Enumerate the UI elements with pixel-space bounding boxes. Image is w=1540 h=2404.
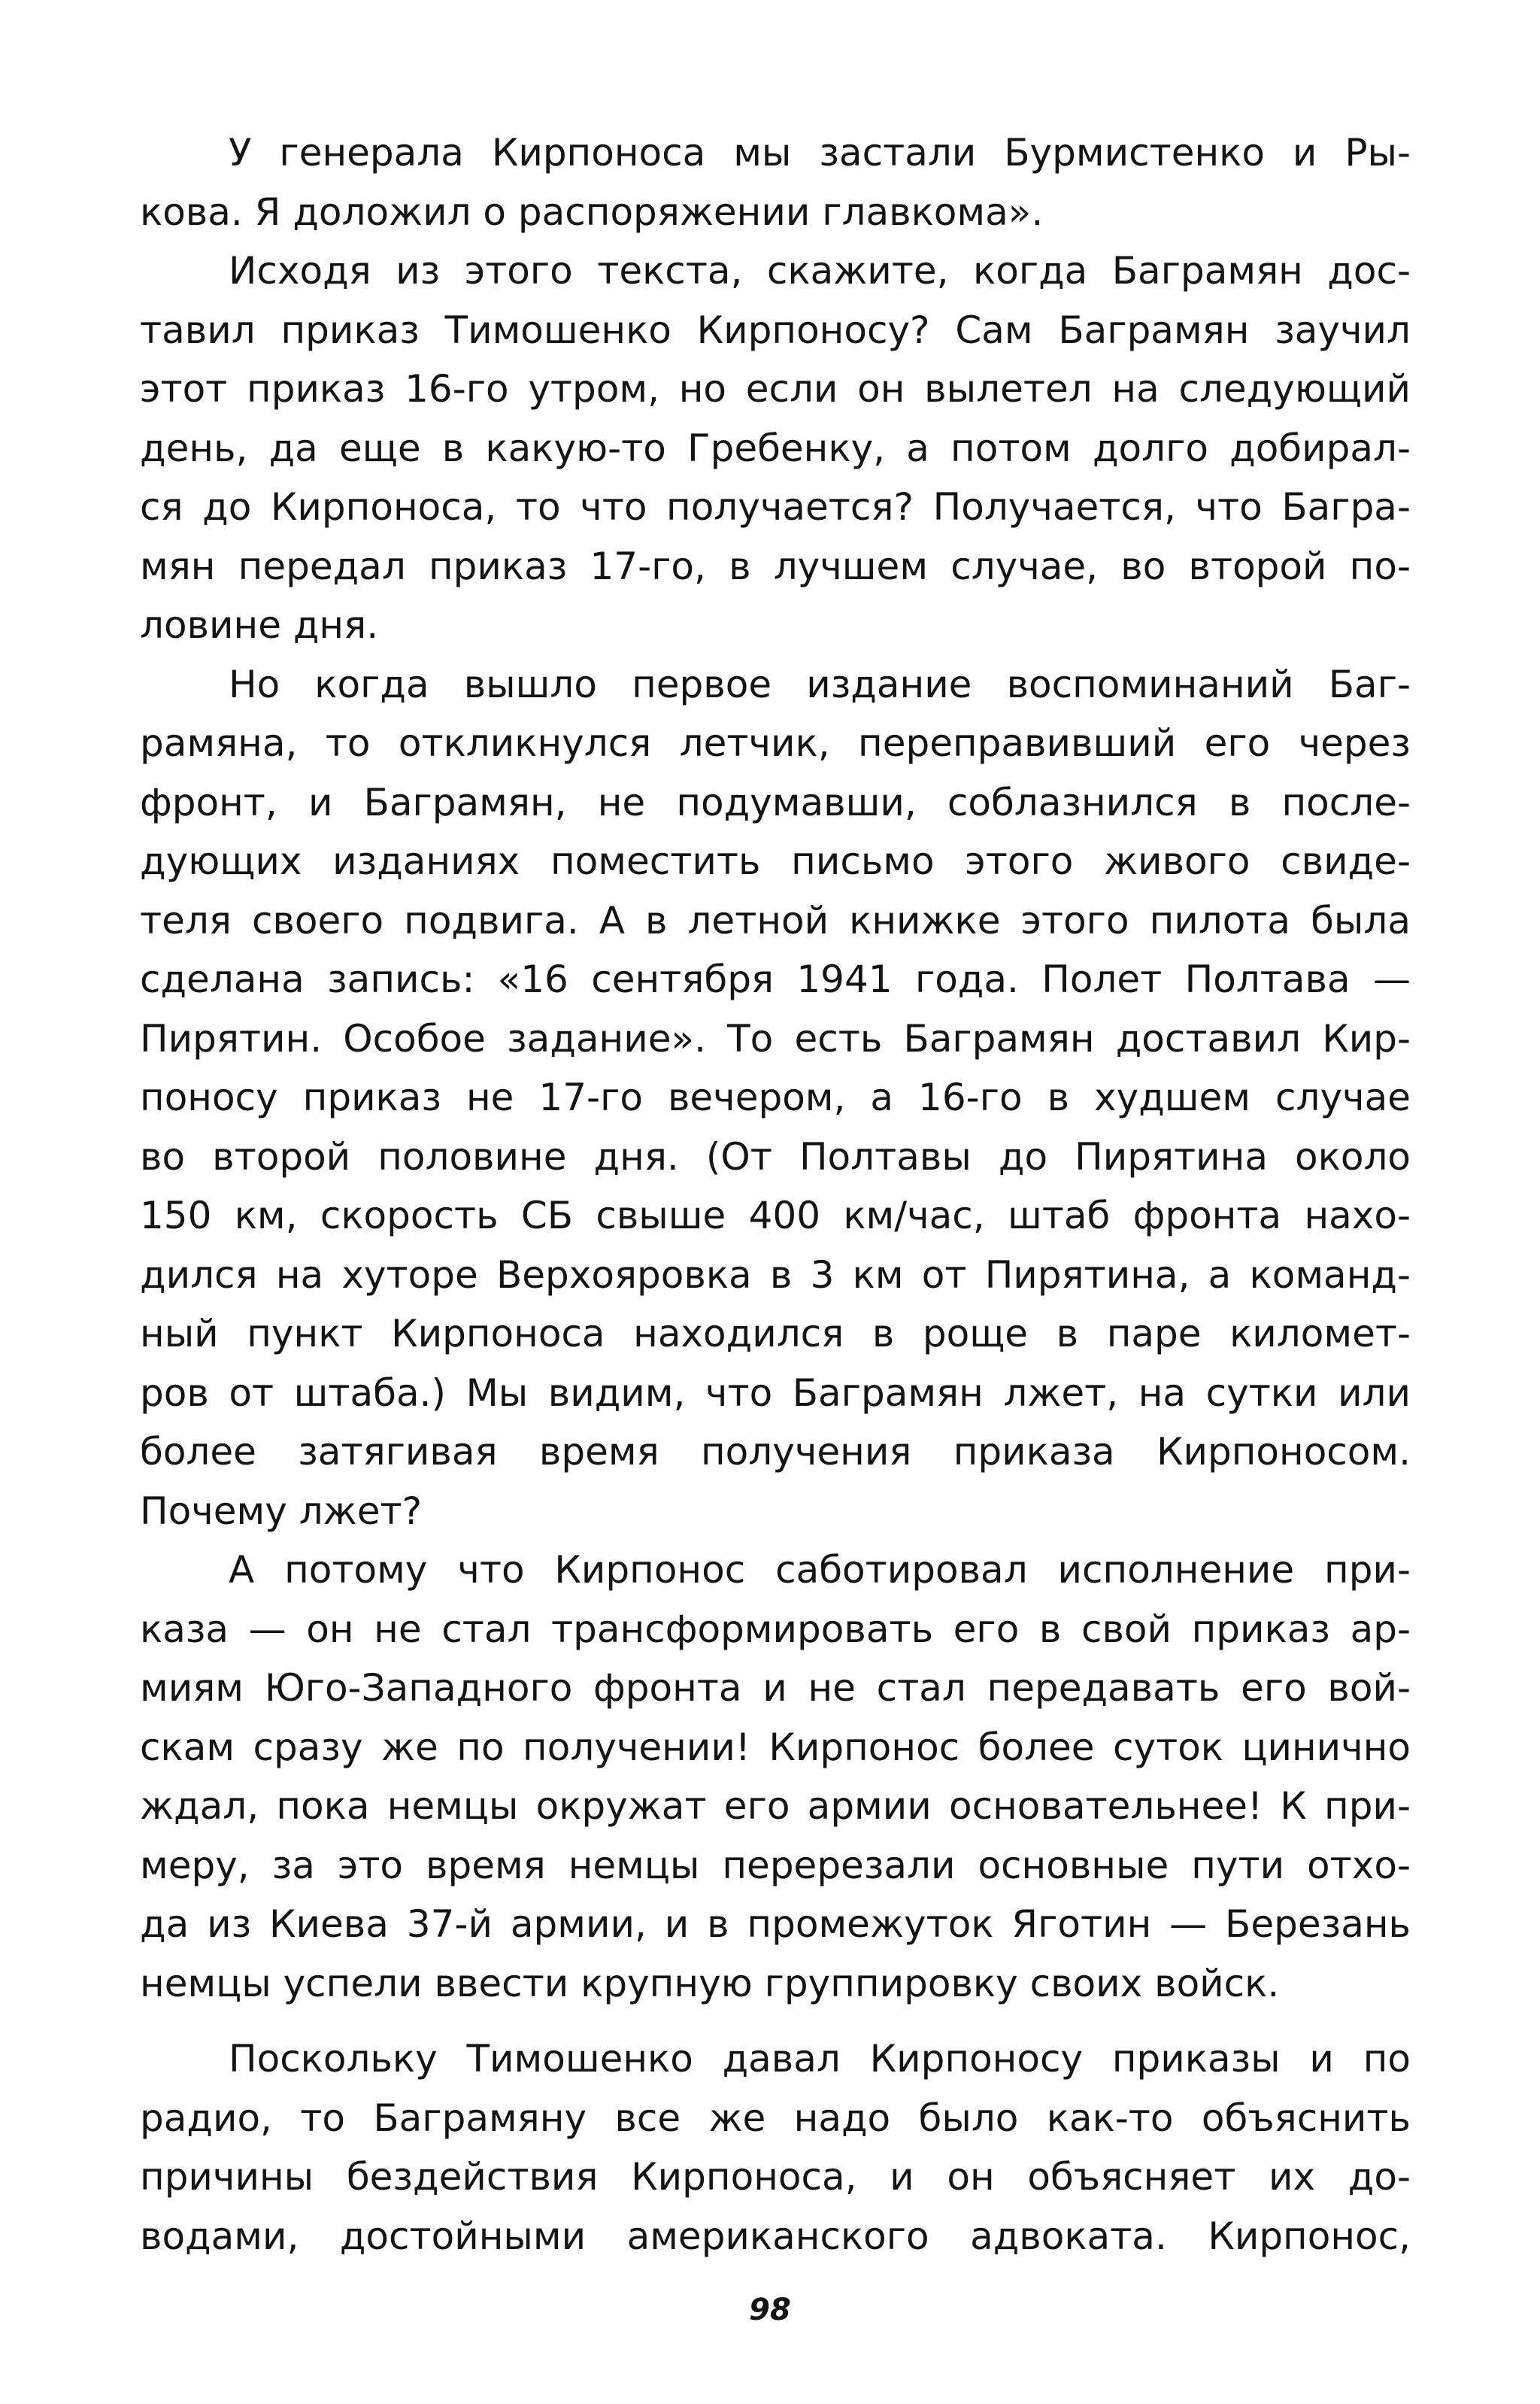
- text-line: сделана запись: «16 сентября 1941 года. Полет Полтава —: [140, 958, 1411, 1001]
- text-line: водами, достойными американского адвоката. Кирпонос,: [140, 2214, 1411, 2258]
- text-line: Исходя из этого текста, скажите, когда Баграмян дос-: [229, 249, 1411, 293]
- text-line: 150 км, скорость СБ свыше 400 км/час, штаб фронта нахо-: [140, 1194, 1411, 1237]
- text-line: дился на хуторе Верхояровка в 3 км от Пирятина, а команд-: [140, 1252, 1411, 1297]
- text-line: причины бездействия Кирпоноса, и он объясняет их до-: [140, 2155, 1411, 2199]
- text-line: тавил приказ Тимошенко Кирпоносу? Сам Баграмян заучил: [140, 308, 1411, 352]
- text-line: ждал, пока немцы окружат его армии основательнее! К при-: [140, 1784, 1411, 1828]
- text-line: меру, за это время немцы перерезали основные пути отхо-: [140, 1843, 1411, 1887]
- text-line: У генерала Кирпоноса мы застали Бурмистенко и Ры-: [229, 131, 1411, 175]
- page-number: 98: [749, 2293, 791, 2327]
- text-line: этот приказ 16-го утром, но если он вылетел на следующий: [140, 367, 1411, 411]
- text-line: ся до Кирпоноса, то что получается? Получается, что Багра-: [140, 485, 1411, 529]
- text-line: А потому что Кирпонос саботировал исполнение при-: [229, 1548, 1411, 1592]
- text-line: теля своего подвига. А в летной книжке этого пилота была: [140, 898, 1411, 942]
- text-line: дующих изданиях поместить письмо этого живого свиде-: [140, 839, 1411, 883]
- text-line: во второй половине дня. (От Полтавы до Пирятина около: [140, 1134, 1411, 1179]
- text-line: да из Киева 37-й армии, и в промежуток Яготин — Березань: [140, 1902, 1411, 1946]
- text-line: Пирятин. Особое задание». То есть Баграмян доставил Кир-: [140, 1016, 1411, 1061]
- paragraph-spacer: [140, 2013, 1411, 2029]
- text-line: Но когда вышло первое издание воспоминаний Баг-: [229, 662, 1411, 706]
- text-line: скам сразу же по получении! Кирпонос более суток цинично: [140, 1725, 1411, 1769]
- text-line: немцы успели ввести крупную группировку своих войск.: [140, 1961, 1280, 2005]
- text-line: Почему лжет?: [140, 1489, 423, 1533]
- text-line: ров от штаба.) Мы видим, что Баграмян лжет, на сутки или: [140, 1370, 1411, 1415]
- text-line: день, да еще в какую-то Гребенку, а потом долго добирал-: [140, 426, 1411, 470]
- text-line: более затягивая время получения приказа Кирпоносом.: [140, 1430, 1411, 1474]
- text-line: кова. Я доложил о распоряжении главкома».: [140, 190, 1044, 234]
- text-line: миям Юго-Западного фронта и не стал передавать его вой-: [140, 1666, 1411, 1710]
- body-text: [140, 123, 1411, 2266]
- text-line: каза — он не стал трансформировать его в свой приказ ар-: [140, 1607, 1411, 1651]
- text-line: ный пункт Кирпоноса находился в роще в паре километ-: [140, 1312, 1411, 1355]
- text-line: мян передал приказ 17-го, в лучшем случае, во второй по-: [140, 544, 1411, 588]
- text-line: радио, то Баграмяну все же надо было как-то объяснить: [140, 2096, 1411, 2140]
- text-line: ловине дня.: [140, 603, 379, 647]
- text-line: поносу приказ не 17-го вечером, а 16-го в худшем случае: [140, 1076, 1411, 1119]
- text-line: Поскольку Тимошенко давал Кирпоносу приказы и по: [229, 2037, 1411, 2081]
- text-line: рамяна, то откликнулся летчик, переправивший его через: [140, 721, 1411, 765]
- text-line: фронт, и Баграмян, не подумавши, соблазнился в после-: [140, 780, 1411, 824]
